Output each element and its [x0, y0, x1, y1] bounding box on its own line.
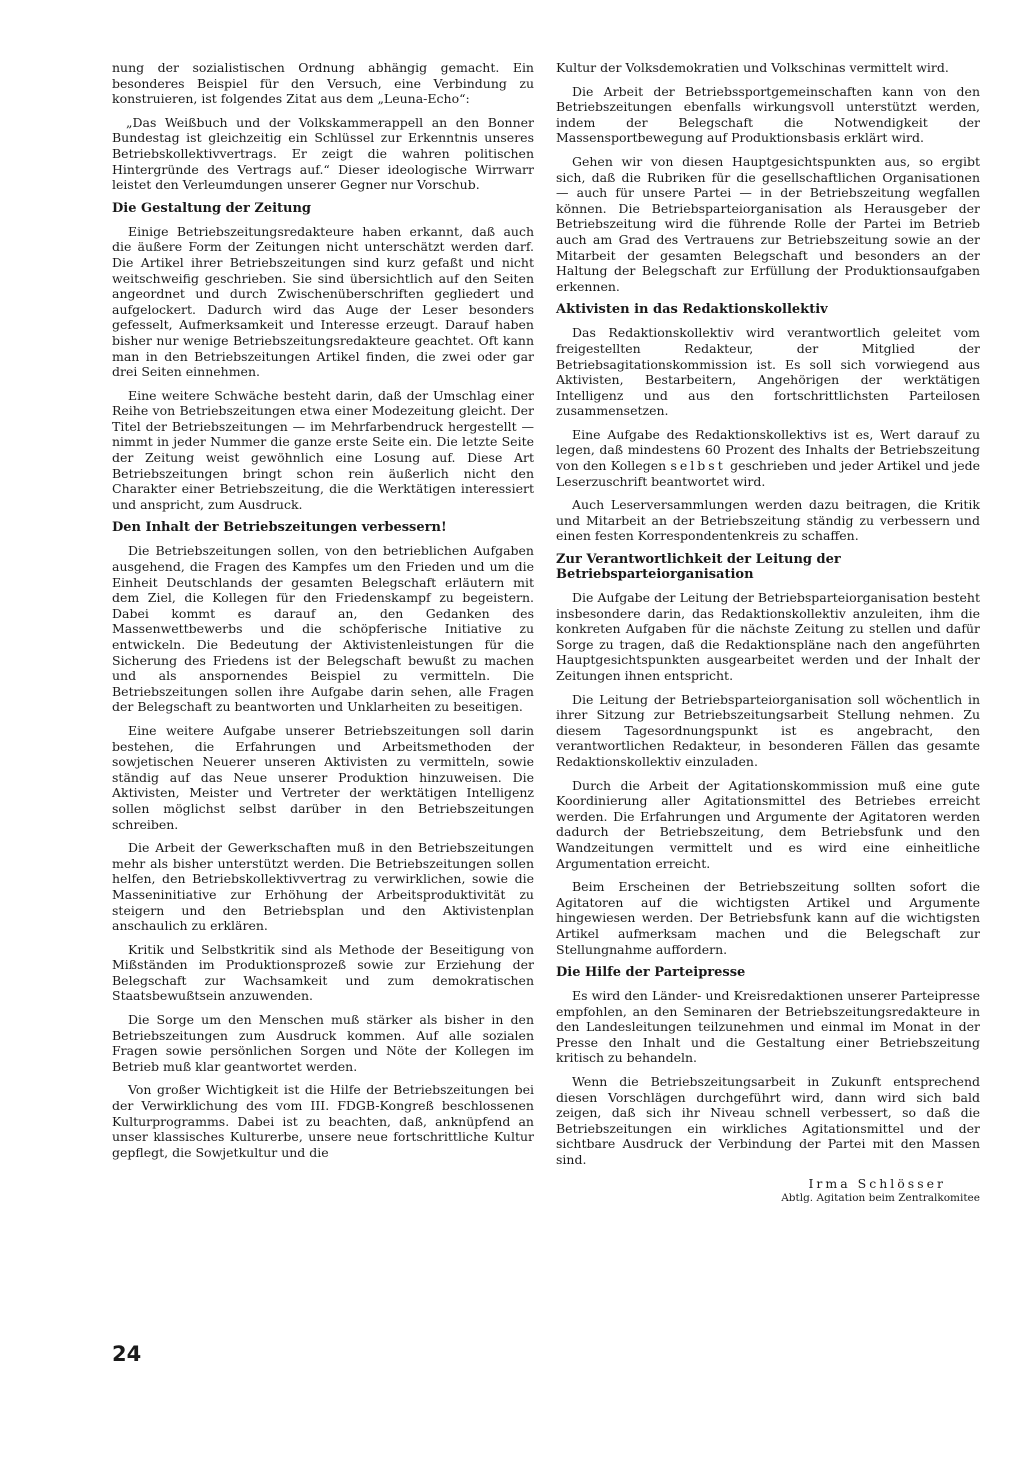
paragraph-verantwortlichkeit-1: Die Aufgabe der Leitung der Betriebsparteiorganisation besteht insbesondere darin, das Redaktionskollektiv anzuleiten, ihm die konkreten Aufgaben für die nächste Zeitung zu stellen und dafür Sorge zu tragen, daß die Redaktionspläne nach den angeführten Hauptgesichtspunkten ausgearbeitet werden und der Inhalt der Zeitungen ihnen entspricht.	[556, 590, 980, 683]
paragraph-aktivisten-2-part-b: geschrieben und jeder Artikel und jede Leserzuschrift beantwortet wird.	[556, 458, 980, 489]
paragraph-inhalt-1: Die Betriebszeitungen sollen, von den betrieblichen Aufgaben ausgehend, die Fragen des Kampfes um den Frieden und um die Einheit Deutschlands der gesamten Belegschaft erläutern mit dem Ziel, die Kollegen für den Friedenskampf zu begeistern. Dabei kommt es darauf an, den Gedanken des Massenwettbewerbs und die schöpferische Initiative zu entwickeln. Die Bedeutung der Aktivistenleistungen für die Sicherung des Friedens ist der Belegschaft bewußt zu machen und als anspornendes Beispiel zu vermitteln. Die Betriebszeitungen sollen ihre Aufgabe darin sehen, alle Fragen der Belegschaft zu beantworten und Unklarheiten zu beseitigen.	[112, 543, 534, 715]
paragraph-intro: nung der sozialistischen Ordnung abhängig gemacht. Ein besonderes Beispiel für den Versuch, eine Verbindung zu konstruieren, ist folgendes Zitat aus dem „Leuna-Echo“:	[112, 60, 534, 107]
paragraph-inhalt-2: Eine weitere Aufgabe unserer Betriebszeitungen soll darin bestehen, die Erfahrungen und Arbeitsmethoden der sowjetischen Neuerer unseren Aktivisten zu vermitteln, sowie ständig auf das Neue unserer Produktion hinzuweisen. Die Aktivisten, Meister und Vertreter der werktätigen Intelligenz sollen möglichst selbst darüber in den Betriebszeitungen schreiben.	[112, 722, 534, 832]
paragraph-hilfe-2: Wenn die Betriebszeitungsarbeit in Zukunft entsprechend diesen Vorschlägen durchgeführt wird, dann wird sich bald zeigen, daß sich ihr Niveau schnell verbessert, so daß die Betriebszeitungen ein wirkliches Agitationsmittel und der sichtbare Ausdruck der Verbindung der Partei mit den Massen sind.	[556, 1074, 980, 1168]
paragraph-inhalt-5: Die Sorge um den Menschen muß stärker als bisher in den Betriebszeitungen zum Ausdruck kommen. Auf alle sozialen Fragen sowie persönlichen Sorgen und Nöte der Kollegen im Betrieb muß klar geantwortet werden.	[112, 1012, 534, 1074]
paragraph-hilfe-1: Es wird den Länder- und Kreisredaktionen unserer Parteipresse empfohlen, an den Seminaren der Betriebszeitungsredakteure in den Landesleitungen teilzunehmen und einmal im Monat in der Presse den Inhalt und die Gestaltung einer Betriebszeitung kritisch zu behandeln.	[556, 988, 980, 1066]
paragraph-aktivisten-2-part-a: Eine Aufgabe des Redaktionskollektivs ist es, Wert darauf zu legen, daß mindestens 60 Prozent des Inhalts der Betriebszeitung von den Kollegen	[556, 426, 980, 474]
heading-aktivisten: Aktivisten in das Redaktionskollektiv	[556, 302, 828, 318]
author-name: Irma Schlösser	[808, 1175, 946, 1191]
paragraph-sport: Die Arbeit der Betriebssportgemeinschaften kann von den Betriebszeitungen ebenfalls wirkungsvoll unterstützt werden, indem der Belegschaft die Notwendigkeit der Massensportbewegung auf Produktionsbasis erklärt wird.	[556, 83, 980, 146]
left-column	[112, 60, 534, 1168]
paragraph-inhalt-4: Kritik und Selbstkritik sind als Methode der Beseitigung von Mißständen im Produktionsprozeß sowie zur Erziehung der Belegschaft zur Wachsamkeit und zum demokratischen Staatsbewußtsein anzuwenden.	[112, 941, 534, 1004]
author-signature	[556, 1176, 980, 1206]
paragraph-verantwortlichkeit-2: Die Leitung der Betriebsparteiorganisation soll wöchentlich in ihrer Sitzung zur Betriebszeitungsarbeit Stellung nehmen. Zu diesem Tagesordnungspunkt ist es angebracht, den verantwortlichen Redakteur, in besonderen Fällen das gesamte Redaktionskollektiv einzuladen.	[556, 691, 980, 769]
paragraph-aktivisten-2	[556, 427, 980, 489]
paragraph-verantwortlichkeit-3: Durch die Arbeit der Agitationskommission muß eine gute Koordinierung aller Agitationsmittel des Betriebes erreicht werden. Die Erfahrungen und Argumente der Agitatoren werden dadurch der Betriebszeitung, dem Betriebsfunk und den Wandzeitungen vermittelt und es wird eine einheitliche Argumentation erreicht.	[556, 777, 980, 871]
heading-gestaltung: Die Gestaltung der Zeitung	[112, 200, 312, 216]
right-column	[556, 60, 980, 1205]
paragraph-inhalt-3: Die Arbeit der Gewerkschaften muß in den Betriebszeitungen mehr als bisher unterstützt werden. Die Betriebszeitungen sollen helfen, den Betriebskollektivvertrag zu verwirklichen, sowie die Masseninitiative zur Erhöhung der Arbeitsproduktivität zu steigern und den Betriebsplan und den Aktivistenplan anschaulich zu erklären.	[112, 840, 534, 934]
paragraph-gestaltung-2: Eine weitere Schwäche besteht darin, daß der Umschlag einer Reihe von Betriebszeitungen etwa einer Modezeitung gleicht. Der Titel der Betriebszeitungen — im Mehrfarbendruck hergestellt — nimmt in jeder Nummer die ganze erste Seite ein. Die letzte Seite der Zeitung weist gewöhnlich eine Losung auf. Diese Art Betriebszeitungen bringt schon rein äußerlich nicht den Charakter einer Betriebszeitung, die die Werktätigen interessiert und anspricht, zum Ausdruck.	[112, 387, 534, 512]
paragraph-gestaltung-1: Einige Betriebszeitungsredakteure haben erkannt, daß auch die äußere Form der Zeitungen nicht unterschätzt werden darf. Die Artikel ihrer Betriebszeitungen sind kurz gefaßt und nicht weitschweifig geschrieben. Sie sind übersichtlich auf den Seiten angeordnet und durch Zwischenüberschriften gegliedert und aufgelockert. Dadurch wird das Auge der Leser besonders gefesselt, Aufmerksamkeit und Interesse erzeugt. Darauf haben bisher nur wenige Betriebszeitungsredakteure geachtet. Oft kann man in den Betriebszeitungen Artikel finden, die zwei oder gar drei Seiten einnehmen.	[112, 223, 534, 380]
paragraph-inhalt-6: Von großer Wichtigkeit ist die Hilfe der Betriebszeitungen bei der Verwirklichung des vom III. FDGB-Kongreß beschlossenen Kulturprogramms. Dabei ist zu beachten, daß, anknüpfend an unser klassisches Kulturerbe, unsere neue fortschrittliche Kultur gepflegt, die Sowjetkultur und die	[112, 1082, 534, 1160]
page-number: 24	[112, 1342, 142, 1366]
author-department: Abtlg. Agitation beim Zentralkomitee	[781, 1192, 980, 1205]
emphasis-selbst: selbst	[670, 458, 726, 474]
quote-leuna-echo: „Das Weißbuch und der Volkskammerappell an den Bonner Bundestag ist gleichzeitig ein Schlüssel zur Erkenntnis unseres Betriebskollektivvertrags. Er zeigt die wahren politischen Hintergründe des Vertrags auf.“ Dieser ideologische Wirrwarr leistet den Verleumdungen unserer Gegner nur Vorschub.	[112, 114, 534, 193]
paragraph-rubriken: Gehen wir von diesen Hauptgesichtspunkten aus, so ergibt sich, daß die Rubriken für die gesellschaftlichen Organisationen — auch für unsere Partei — in der Betriebszeitung wegfallen können. Die Betriebsparteiorganisation als Herausgeber der Betriebszeitung wird die führende Rolle der Partei im Betrieb auch am Grad des Vertrauens zur Betriebszeitung sowie an der Mitarbeit der gesamten Belegschaft und besonders an der Haltung der Belegschaft zur Erfüllung der Produktionsaufgaben erkennen.	[556, 153, 980, 294]
heading-hilfe: Die Hilfe der Parteipresse	[556, 965, 746, 981]
heading-inhalt: Den Inhalt der Betriebszeitungen verbessern!	[112, 520, 447, 536]
paragraph-aktivisten-1: Das Redaktionskollektiv wird verantwortlich geleitet vom freigestellten Redakteur, der Mitglied der Betriebsagitationskommission ist. Es soll sich vorwiegend aus Aktivisten, Bestarbeitern, Angehörigen der werktätigen Intelligenz und aus den fortschrittlichsten Parteilosen zusammensetzen.	[556, 325, 980, 419]
paragraph-continuation: Kultur der Volksdemokratien und Volkschinas vermittelt wird.	[556, 60, 949, 75]
heading-verantwortlichkeit: Zur Verantwortlichkeit der Leitung der Betriebsparteiorganisation	[556, 552, 841, 583]
paragraph-aktivisten-3: Auch Leserversammlungen werden dazu beitragen, die Kritik und Mitarbeit an der Betriebszeitung ständig zu verbessern und einen festen Korrespondentenkreis zu schaffen.	[556, 497, 980, 544]
paragraph-verantwortlichkeit-4: Beim Erscheinen der Betriebszeitung sollten sofort die Agitatoren auf die wichtigsten Artikel und Argumente hingewiesen werden. Der Betriebsfunk kann auf die wichtigsten Artikel aufmerksam machen und die Belegschaft zur Stellungnahme auffordern.	[556, 879, 980, 957]
